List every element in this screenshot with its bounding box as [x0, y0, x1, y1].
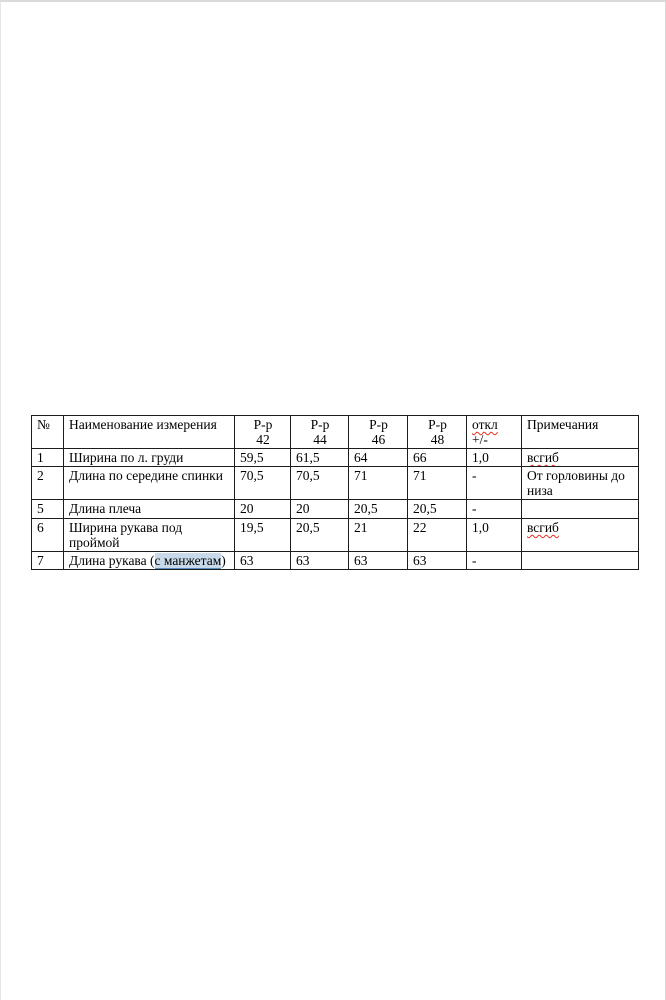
deviation-cell: - — [467, 552, 522, 570]
notes-header-label: Примечания — [527, 417, 599, 432]
measurement-name-prefix: Длина рукава ( — [69, 553, 155, 568]
size-46-label-line1: Р-р — [369, 417, 388, 432]
size-42-label-line2: 42 — [256, 432, 270, 447]
deviation-label-line1: откл — [472, 417, 498, 432]
size-42-cell: 19,5 — [235, 519, 291, 552]
size-46-cell: 71 — [349, 467, 408, 500]
size-48-label-line2: 48 — [430, 432, 445, 447]
measurement-name-suffix: ) — [221, 553, 226, 568]
measurement-name-cell: Ширина по л. груди — [64, 449, 235, 467]
deviation-cell: 1,0 — [467, 519, 522, 552]
measurement-name-cell: Длина по середине спинки — [64, 467, 235, 500]
deviation-label-line2: +/- — [472, 432, 488, 447]
size-44-cell: 20 — [291, 500, 349, 519]
column-header-deviation — [467, 416, 522, 449]
note-text: всгиб — [527, 450, 559, 465]
size-42-cell: 59,5 — [235, 449, 291, 467]
size-48-label-line1: Р-р — [428, 417, 447, 432]
size-48-cell: 66 — [408, 449, 467, 467]
size-48-cell: 71 — [408, 467, 467, 500]
size-46-label-line2: 46 — [371, 432, 386, 447]
size-46-cell: 64 — [349, 449, 408, 467]
measurement-name-cell: Длина плеча — [64, 500, 235, 519]
deviation-cell: 1,0 — [467, 449, 522, 467]
table-row — [32, 519, 639, 552]
note-cell: От горловины до низа — [522, 467, 639, 500]
size-44-cell: 63 — [291, 552, 349, 570]
column-header-num-label: № — [37, 417, 50, 432]
measurement-name-cell — [64, 552, 235, 570]
size-44-label-line1: Р-р — [310, 417, 330, 432]
size-48-cell: 20,5 — [408, 500, 467, 519]
note-text: всгиб — [527, 520, 559, 535]
size-42-label-line1: Р-р — [253, 417, 273, 432]
size-48-cell: 22 — [408, 519, 467, 552]
row-number-cell: 1 — [32, 449, 64, 467]
column-header-measurement-name — [64, 416, 235, 449]
column-header-num — [32, 416, 64, 449]
size-44-cell: 20,5 — [291, 519, 349, 552]
deviation-cell: - — [467, 500, 522, 519]
size-42-cell: 20 — [235, 500, 291, 519]
row-number-cell: 6 — [32, 519, 64, 552]
row-number-cell: 2 — [32, 467, 64, 500]
size-44-cell: 70,5 — [291, 467, 349, 500]
table-row — [32, 552, 639, 570]
column-header-size-42 — [235, 416, 291, 449]
size-42-cell: 63 — [235, 552, 291, 570]
row-number-cell: 5 — [32, 500, 64, 519]
deviation-cell: - — [467, 467, 522, 500]
measurement-name-cell — [64, 519, 235, 552]
size-48-cell: 63 — [408, 552, 467, 570]
note-cell — [522, 519, 639, 552]
size-46-cell: 21 — [349, 519, 408, 552]
size-44-cell: 61,5 — [291, 449, 349, 467]
size-44-label-line2: 44 — [313, 432, 327, 447]
column-header-measurement-name-label: Наименование измерения — [69, 417, 217, 432]
note-cell — [522, 500, 639, 519]
column-header-size-48 — [408, 416, 467, 449]
table-header-row — [32, 416, 639, 449]
size-46-cell: 20,5 — [349, 500, 408, 519]
size-42-cell: 70,5 — [235, 467, 291, 500]
table-row — [32, 449, 639, 467]
column-header-notes — [522, 416, 639, 449]
measurements-table — [31, 415, 639, 570]
column-header-size-46 — [349, 416, 408, 449]
note-cell — [522, 449, 639, 467]
column-header-size-44 — [291, 416, 349, 449]
note-cell — [522, 552, 639, 570]
grammar-flagged-text: с манжетам — [154, 553, 222, 568]
table-row — [32, 467, 639, 500]
size-46-cell: 63 — [349, 552, 408, 570]
row-number-cell: 7 — [32, 552, 64, 570]
table-row — [32, 500, 639, 519]
measurement-name-text: Ширина рукава под проймой — [69, 520, 183, 550]
